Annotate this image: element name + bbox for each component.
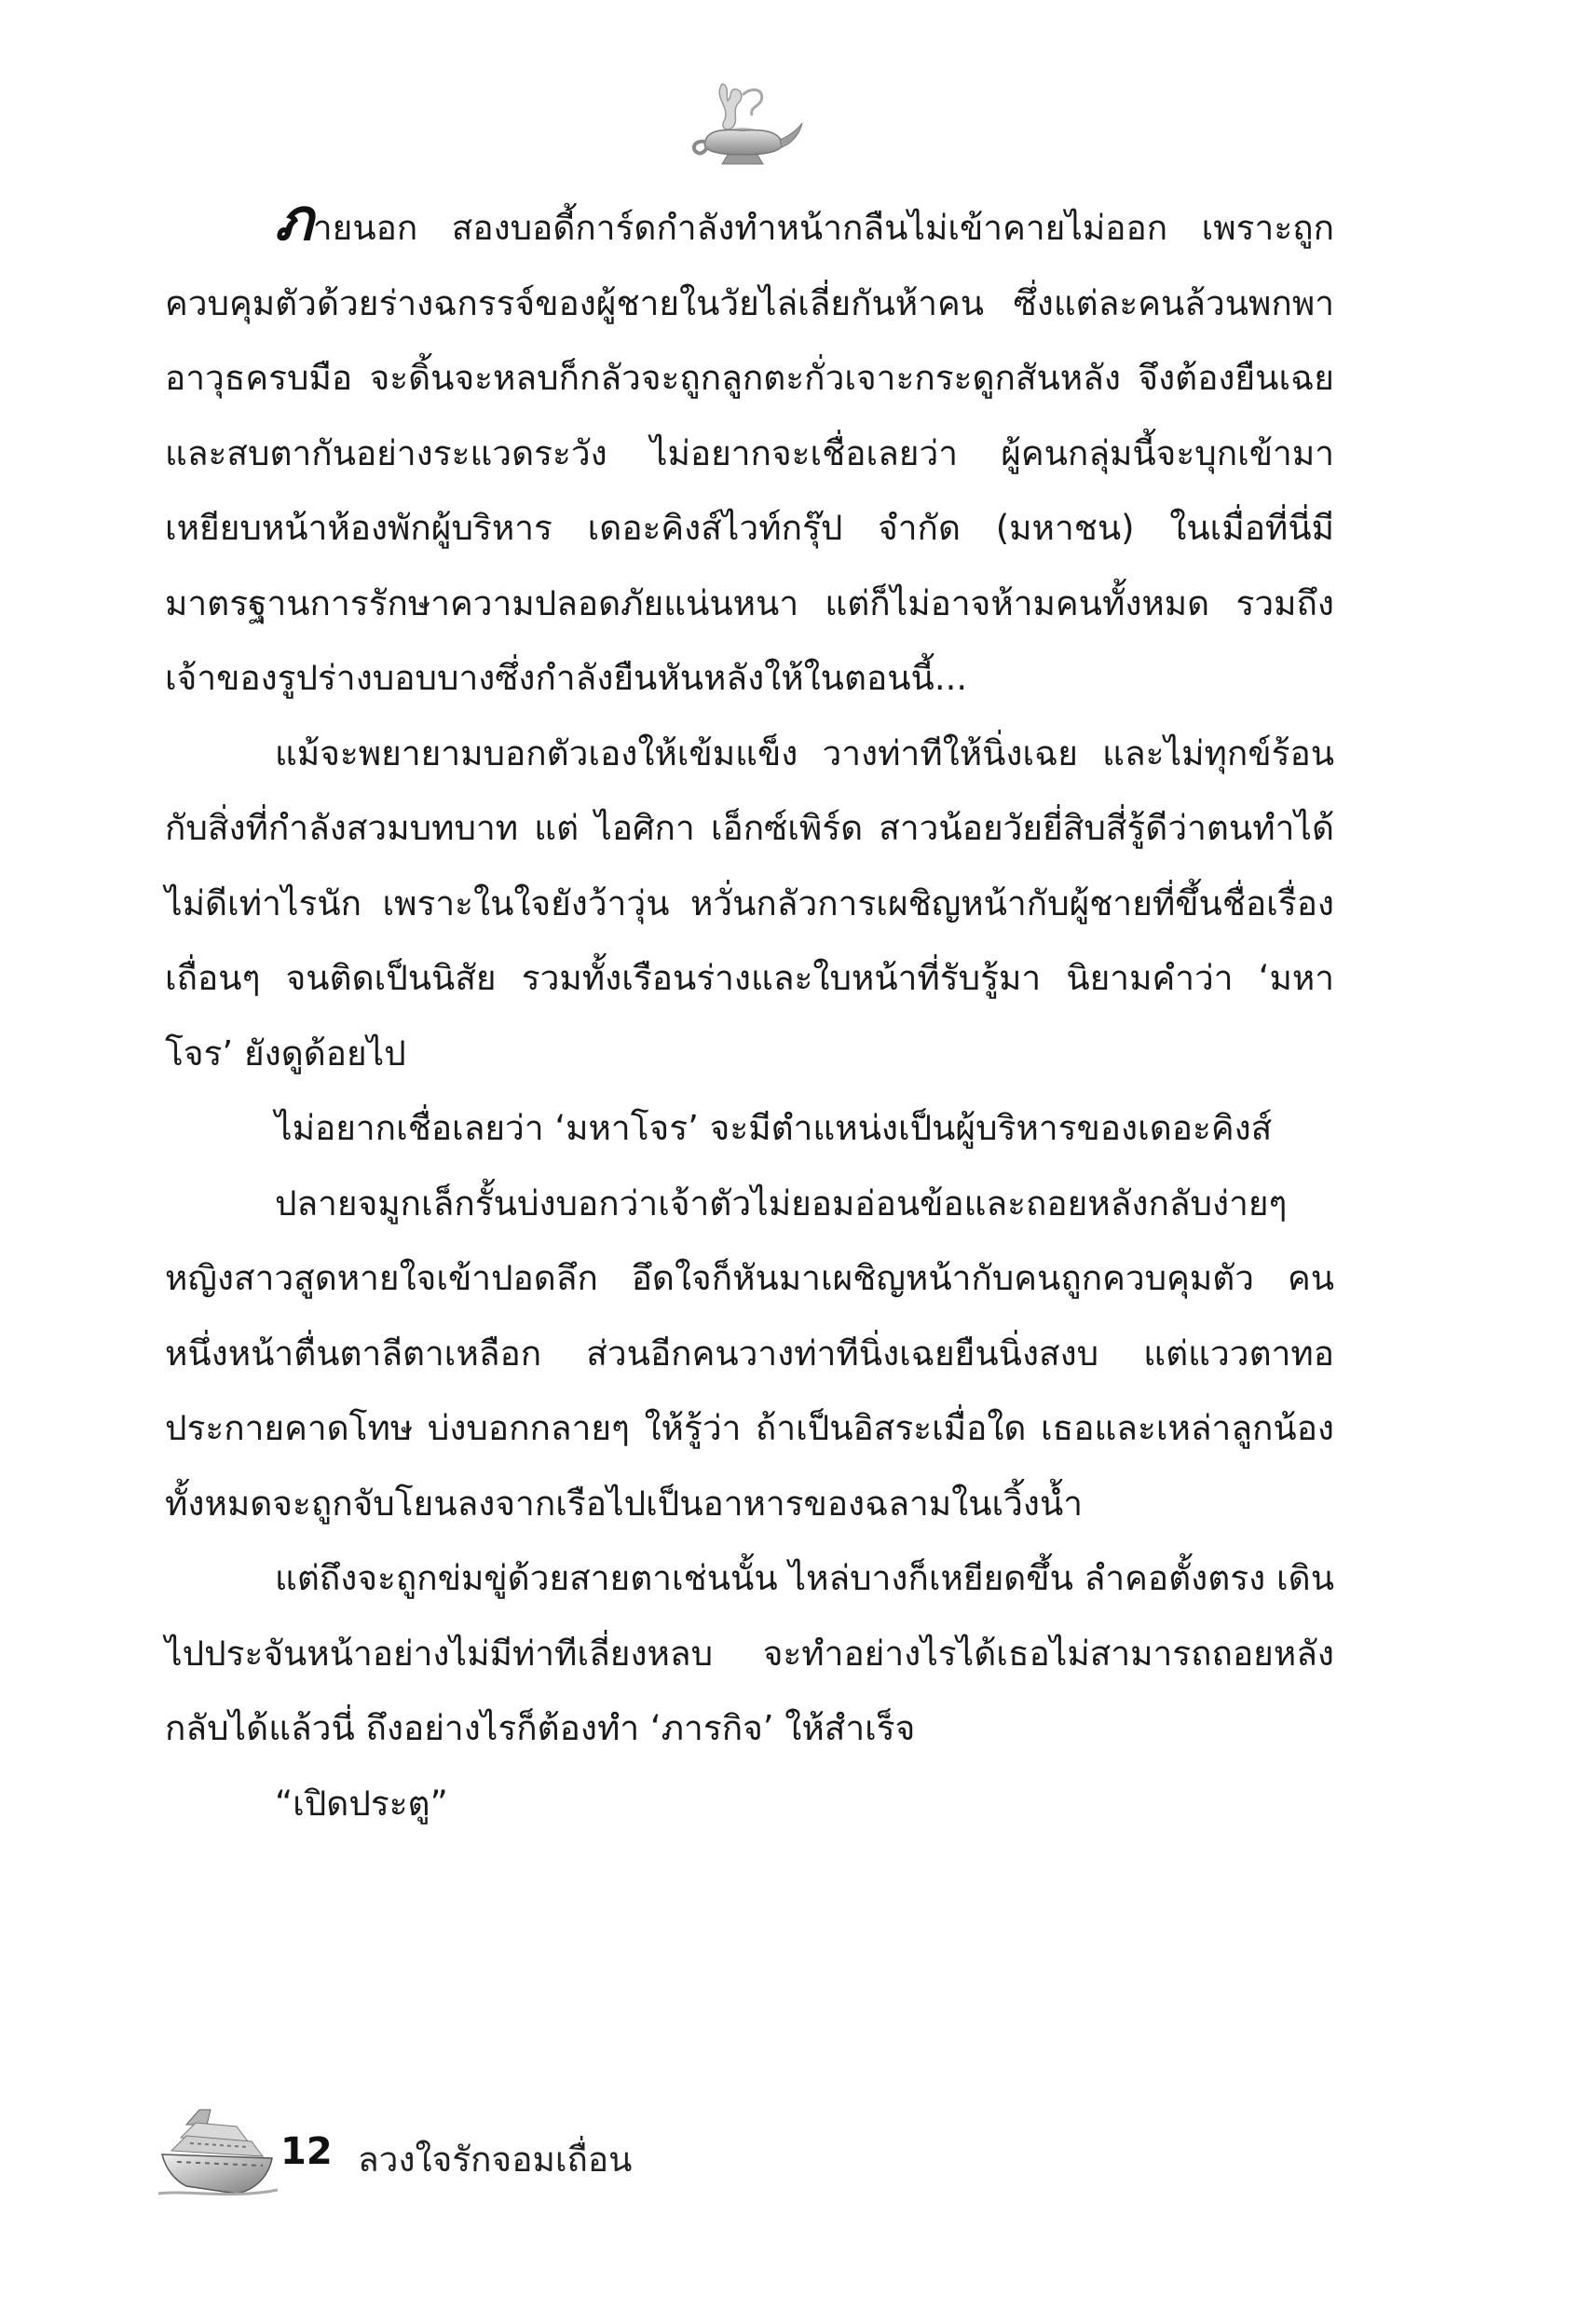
page-number: 12 — [280, 2130, 333, 2173]
paragraph-1 — [165, 185, 1334, 717]
paragraph-1-text: ายนอก สองบอดี้การ์ดกำลังทำหน้ากลืนไม่เข้าคายไม่ออก เพราะถูกควบคุมตัวด้วยร่างฉกรรจ์ของผู้ชายในวัยไล่เลี่ยกันห้าคน ซึ่งแต่ละคนล้วนพกพาอาวุธครบมือ จะดิ้นจะหลบก็กลัวจะถูกลูกตะกั่วเจาะกระดูกสันหลัง จึงต้องยืนเฉยและสบตากันอย่างระแวดระวัง ไม่อยากจะเชื่อเลยว่า ผู้คนกลุ่มนี้จะบุกเข้ามาเหยียบหน้าห้องพักผู้บริหาร เดอะคิงส์ไวท์กรุ๊ป จำกัด (มหาชน) ในเมื่อที่นี่มีมาตรฐานการรักษาความปลอดภัยแน่นหนา แต่ก็ไม่อาจห้ามคนทั้งหมด รวมถึงเจ้าของรูปร่างบอบบางซึ่งกำลังยืนหันหลังให้ในตอนนี้... — [165, 208, 1334, 698]
drop-cap: ภ — [275, 185, 313, 253]
paragraph-4: ปลายจมูกเล็กรั้นบ่งบอกว่าเจ้าตัวไม่ยอมอ่อนข้อและถอยหลังกลับง่ายๆ หญิงสาวสูดหายใจเข้าปอดลึก อึดใจก็หันมาเผชิญหน้ากับคนถูกควบคุมตัว คนหนึ่งหน้าตื่นตาลีตาเหลือก ส่วนอีกคนวางท่าทีนิ่งเฉยยืนนิ่งสงบ แต่แววตาทอประกายคาดโทษ บ่งบอกกลายๆ ให้รู้ว่า ถ้าเป็นอิสระเมื่อใด เธอและเหล่าลูกน้องทั้งหมดจะถูกจับโยนลงจากเรือไปเป็นอาหารของฉลามในเวิ้งน้ำ — [165, 1183, 1334, 1524]
paragraph-6: “เปิดประตู” — [275, 1783, 448, 1824]
body-text — [165, 185, 1334, 1841]
paragraph-5: แต่ถึงจะถูกข่มขู่ด้วยสายตาเช่นนั้น ไหล่บางก็เหยียดขึ้น ลำคอตั้งตรง เดินไปประจันหน้าอย่างไม่มีท่าทีเลี่ยงหลบ จะทำอย่างไรได้เธอไม่สามารถถอยหลังกลับได้แล้วนี่ ถึงอย่างไรก็ต้องทำ ‘ภารกิจ’ ให้สำเร็จ — [165, 1558, 1334, 1748]
paragraph-3: ไม่อยากเชื่อเลยว่า ‘มหาโจร’ จะมีตำแหน่งเป็นผู้บริหารของเดอะคิงส์ — [275, 1108, 1273, 1148]
page-footer — [158, 2097, 811, 2199]
book-title: ลวงใจรักจอมเถื่อน — [358, 2140, 633, 2180]
cruise-ship-icon — [158, 2097, 280, 2199]
genie-lamp-icon — [685, 75, 806, 172]
paragraph-2: แม้จะพยายามบอกตัวเองให้เข้มแข็ง วางท่าทีให้นิ่งเฉย และไม่ทุกข์ร้อนกับสิ่งที่กำลังสวมบทบาท แต่ ไอศิกา เอ็กซ์เพิร์ด สาวน้อยวัยยี่สิบสี่รู้ดีว่าตนทำได้ไม่ดีเท่าไรนัก เพราะในใจยังว้าวุ่น หวั่นกลัวการเผชิญหน้ากับผู้ชายที่ขึ้นชื่อเรื่องเถื่อนๆ จนติดเป็นนิสัย รวมทั้งเรือนร่างและใบหน้าที่รับรู้มา นิยามคำว่า ‘มหาโจร’ ยังดูด้อยไป — [165, 732, 1334, 1073]
